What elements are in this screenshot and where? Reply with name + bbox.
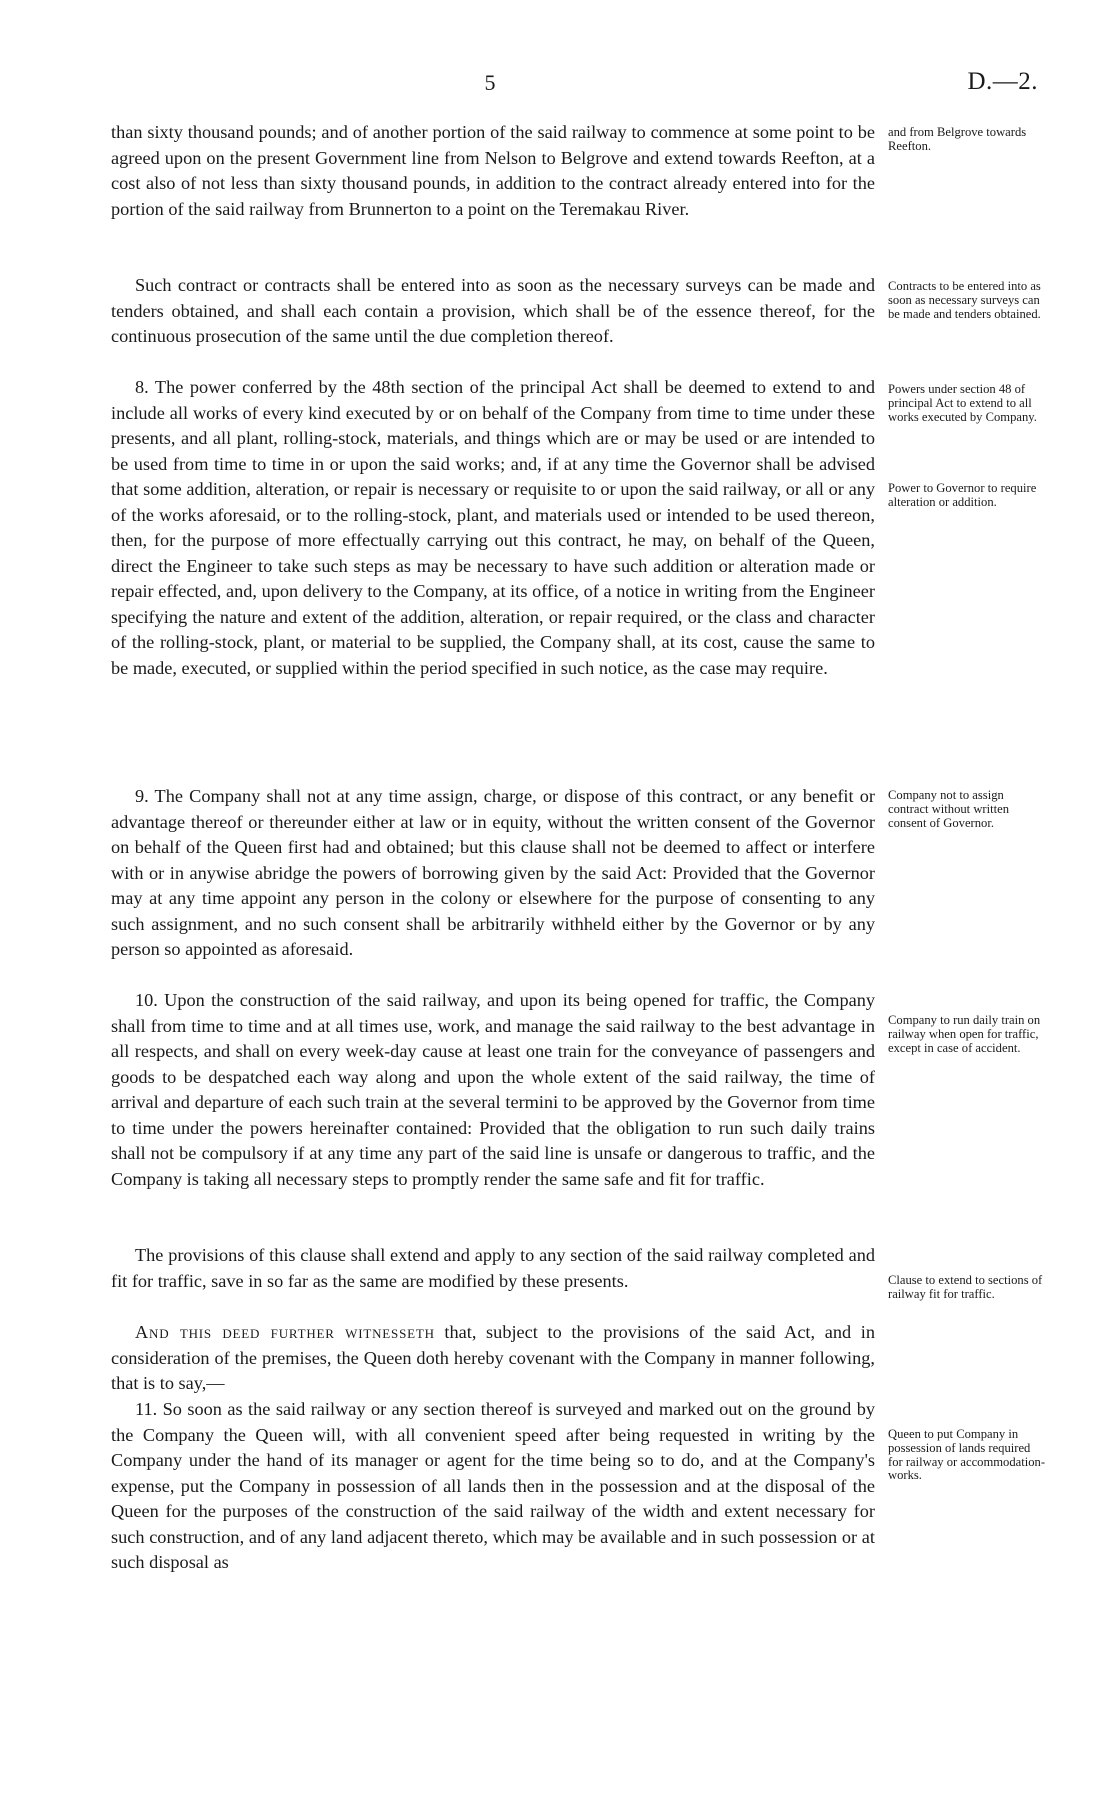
paragraph-provisions: The provisions of this clause shall extend and apply to any section of the said railway completed and fit for traffic, save in so far as the same are modified by these presents. [111, 1245, 875, 1291]
margin-note-section-48: Powers under section 48 of principal Act to extend to all works executed by Company. [888, 382, 1037, 424]
paragraph-contracts: Such contract or contracts shall be entered into as soon as the necessary surveys can be made and tenders obtained, and shall each contain a provision, which shall be of the essence thereof, for the continuous prosecution of the same until the due completion thereof. [111, 275, 875, 346]
paragraph-witnesseth [111, 1320, 875, 1397]
document-reference: D.—2. [967, 68, 1038, 95]
margin-note-daily-train: Company to run daily train on railway when open for traffic, except in case of accident. [888, 1013, 1041, 1055]
margin-note-belgrove: and from Belgrove towards Reefton. [888, 125, 1027, 153]
paragraph-continuation: than sixty thousand pounds; and of another portion of the said railway to commence at some point to be agreed upon on the present Government line from Nelson to Belgrove and extend towards Reefton, at a cost also of not less than sixty thousand pounds, in addition to the contract already entered into for the portion of the said railway from Brunnerton to a point on the Teremakau River. [111, 122, 875, 219]
witnesseth-lead: And this deed further witnesseth [135, 1322, 435, 1342]
page-number: 5 [484, 70, 496, 95]
clause-10: 10. Upon the construction of the said railway, and upon its being opened for traffic, the Company shall from time to time and at all times use, work, and manage the said railway to the best advantage in all respects, and shall on every week-day cause at least one train for the conveyance of passengers and goods to be despatched each way along and upon the whole extent of the said railway, the time of arrival and departure of each such train at the several termini to be approved by the Governor from time to time under the powers hereinafter contained: Provided that the obligation to run such daily trains shall not be compulsory if at any time any part of the said line is unsafe or dangerous to traffic, and the Company is taking all necessary steps to promptly render the same safe and fit for traffic. [111, 990, 875, 1189]
clause-11: 11. So soon as the said railway or any section thereof is surveyed and marked out on the ground by the Company the Queen will, with all convenient speed after being requested in writing by the Company under the hand of its manager or agent for the time being so to do, and at the Company's expense, put the Company in possession of all lands then in the possession and at the disposal of the Queen for the purposes of the construction of the said railway of the width and extent necessary for such construction, and of any land adjacent thereto, which may be available and in such possession or at such disposal as [111, 1399, 875, 1572]
clause-8: 8. The power conferred by the 48th section of the principal Act shall be deemed to extend to and include all works of every kind executed by or on behalf of the Company from time to time under these presents, and all plant, rolling-stock, materials, and things which are or may be used or are intended to be used from time to time in or upon the said works; and, if at any time the Governor shall be advised that some addition, alteration, or repair is necessary or requisite to or upon the said railway, or all or any of the works aforesaid, or to the rolling-stock, plant, and materials used or intended to be used thereon, then, for the purpose of more effectually carrying out this contract, he may, on behalf of the Queen, direct the Engineer to take such steps as may be necessary to have such addition or alteration made or repair effected, and, upon delivery to the Company, at its office, of a notice in writing from the Engineer specifying the nature and extent of the addition, alteration, or repair required, or the class and character of the rolling-stock, plant, or material to be supplied, the Company shall, at its cost, cause the same to be made, executed, or supplied within the period specified in such notice, as the case may require. [111, 377, 875, 678]
margin-note-clause-extend: Clause to extend to sections of railway fit for traffic. [888, 1273, 1043, 1301]
margin-note-contracts: Contracts to be entered into as soon as necessary surveys can be made and tenders obtained. [888, 279, 1041, 321]
margin-note-governor-power: Power to Governor to require alteration or addition. [888, 481, 1037, 509]
margin-note-possession: Queen to put Company in possession of lands required for railway or accommodation-works. [888, 1427, 1046, 1483]
witnesseth-text: that, subject to the provisions of the said Act, and in consideration of the premises, the Queen doth hereby covenant with the Company in manner following, that is to say,— [111, 1322, 875, 1393]
margin-note-assign: Company not to assign contract without written consent of Governor. [888, 788, 1010, 830]
clause-9: 9. The Company shall not at any time assign, charge, or dispose of this contract, or any benefit or advantage thereof or thereunder either at law or in equity, without the written consent of the Governor on behalf of the Queen first had and obtained; but this clause shall not be deemed to affect or interfere with or in anywise abridge the powers of borrowing given by the said Act: Provided that the Governor may at any time appoint any person in the colony or elsewhere for the purpose of consenting to any such assignment, and no such consent shall be arbitrarily withheld either by the Governor or by any person so appointed as aforesaid. [111, 786, 875, 959]
